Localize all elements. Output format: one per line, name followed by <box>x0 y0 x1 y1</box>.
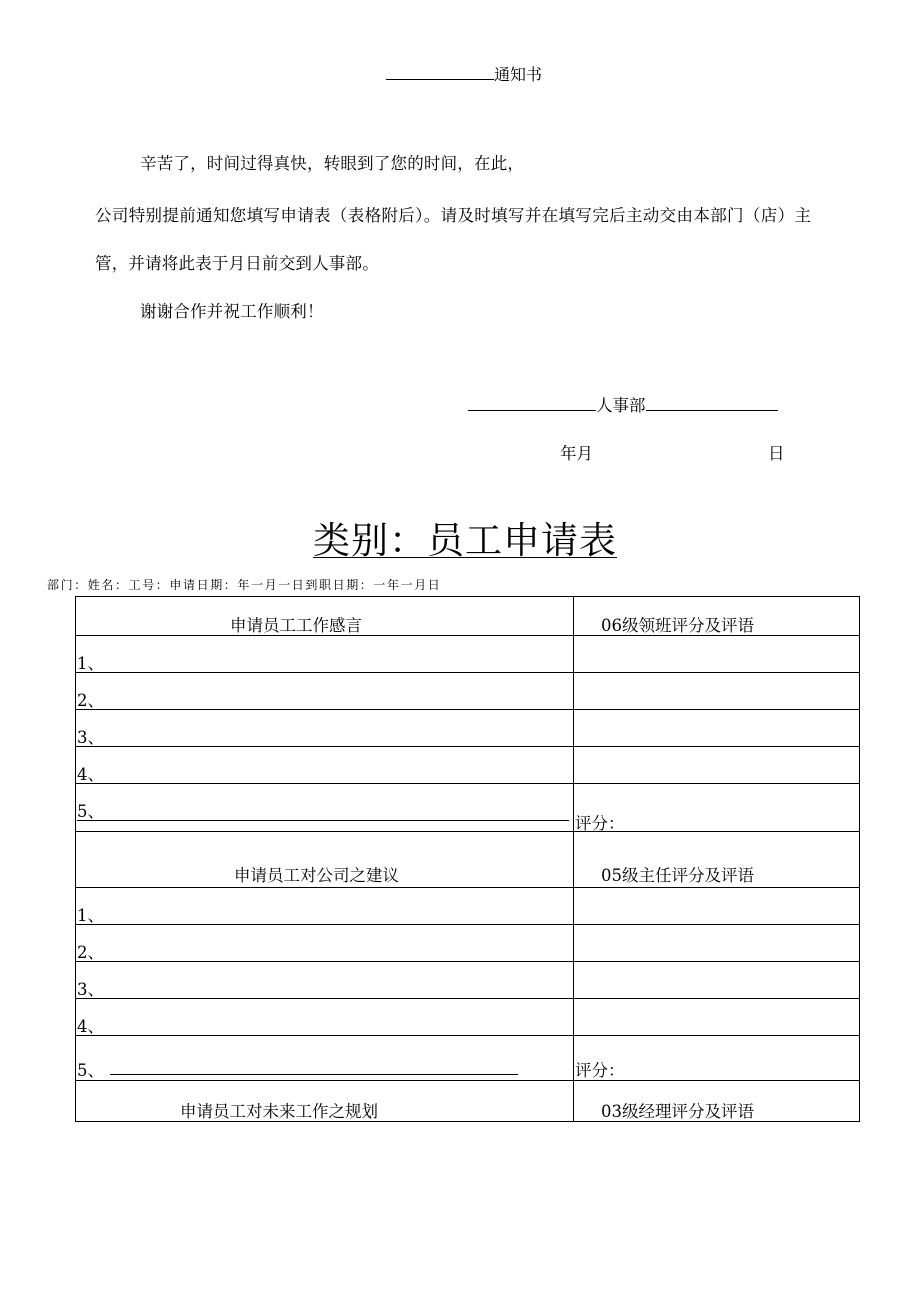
table-border-left <box>75 596 76 1121</box>
signature-blank-right[interactable] <box>646 396 778 411</box>
row-line <box>75 831 860 832</box>
form-fields-line: 部门：姓名：工号：申请日期：年一月一日到职日期：一年一月日 <box>47 578 442 592</box>
row-line <box>75 783 860 784</box>
row-line <box>75 709 860 710</box>
table-column-divider <box>573 596 574 1121</box>
notice-paragraph-2: 公司特别提前通知您填写申请表（表格附后）。请及时填写并在填写完后主动交由本部门（店）主 <box>95 206 812 225</box>
signature-department: 人事部 <box>596 396 646 415</box>
section2-right-header: 05级主任评分及评语 <box>601 866 754 885</box>
section1-item-1[interactable]: 1、 <box>77 654 104 673</box>
date-year-month: 年月 <box>560 444 593 463</box>
row-line <box>75 887 860 888</box>
section1-item-4[interactable]: 4、 <box>77 765 104 784</box>
section1-item-3[interactable]: 3、 <box>77 728 104 747</box>
row-line <box>75 998 860 999</box>
notice-title <box>386 62 542 85</box>
section1-left-header: 申请员工工作感言 <box>230 616 362 635</box>
form-title: 类别：员工申请表 <box>313 519 617 562</box>
row-line <box>75 1035 860 1036</box>
date-day: 日 <box>768 444 785 463</box>
section1-item-5-blank[interactable] <box>77 820 569 821</box>
table-border-right <box>859 596 860 1121</box>
table-top-border <box>75 596 860 597</box>
notice-paragraph-4: 谢谢合作并祝工作顺利！ <box>140 302 324 321</box>
row-line <box>75 746 860 747</box>
section2-item-2[interactable]: 2、 <box>77 943 104 962</box>
title-blank-line[interactable] <box>386 65 494 80</box>
row-line <box>75 672 860 673</box>
section2-item-3[interactable]: 3、 <box>77 980 104 999</box>
row-line <box>75 924 860 925</box>
section1-right-header: 06级领班评分及评语 <box>601 616 754 635</box>
signature-line <box>468 392 778 416</box>
row-line <box>75 961 860 962</box>
section1-score-label: 评分： <box>575 814 625 833</box>
signature-blank-left[interactable] <box>468 396 596 411</box>
notice-paragraph-1: 辛苦了，时间过得真快，转眼到了您的时间，在此， <box>140 154 525 173</box>
section2-item-1[interactable]: 1、 <box>77 906 104 925</box>
notice-title-text: 通知书 <box>494 65 543 84</box>
section2-item-4[interactable]: 4、 <box>77 1017 104 1036</box>
section2-left-header: 申请员工对公司之建议 <box>234 866 399 885</box>
section3-left-header: 申请员工对未来工作之规划 <box>180 1102 378 1121</box>
row-line <box>75 1080 860 1081</box>
section1-item-5[interactable]: 5、 <box>77 802 104 821</box>
section2-score-label: 评分： <box>575 1061 625 1080</box>
section3-right-header: 03级经理评分及评语 <box>601 1102 754 1121</box>
section2-item-5[interactable]: 5、 <box>77 1061 104 1080</box>
notice-paragraph-3: 管，并请将此表于月日前交到人事部。 <box>95 254 379 273</box>
section1-item-2[interactable]: 2、 <box>77 691 104 710</box>
section2-item-5-blank[interactable] <box>110 1074 518 1075</box>
